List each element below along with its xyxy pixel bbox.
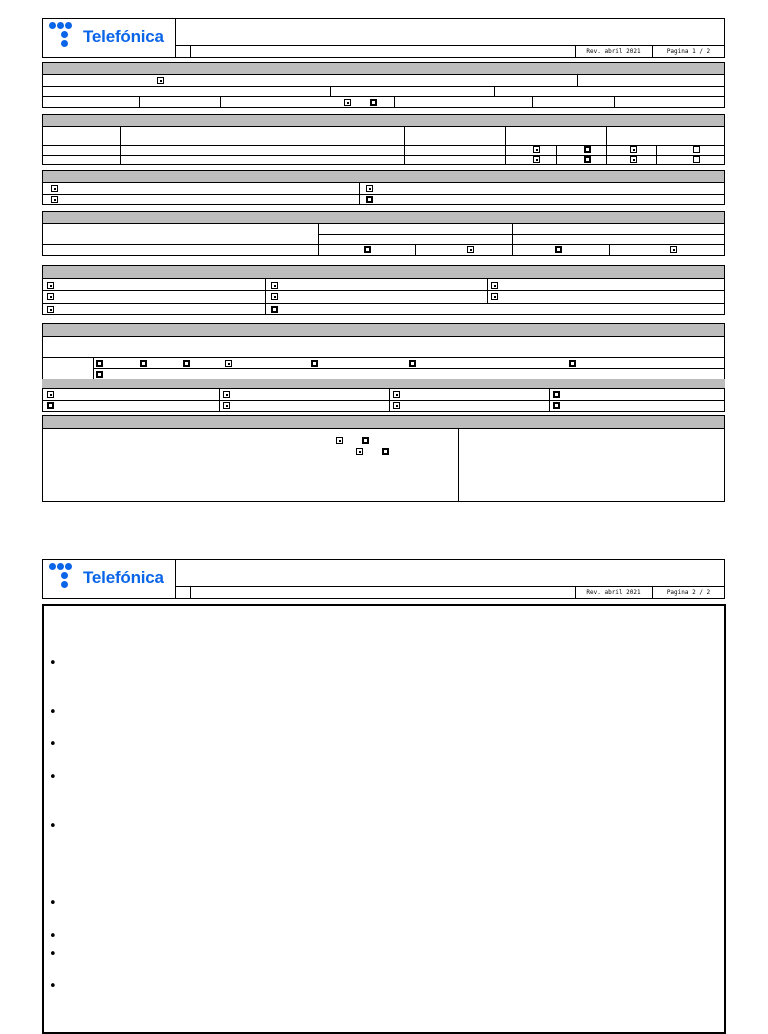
list-bullet: • bbox=[49, 929, 57, 944]
telefonica-logo bbox=[47, 20, 173, 56]
checkbox[interactable] bbox=[51, 185, 58, 192]
section-4-title-bar bbox=[42, 211, 725, 224]
checkbox[interactable] bbox=[223, 402, 230, 409]
section-1-title-bar bbox=[42, 62, 725, 75]
revision-label: Rev. abril 2021 bbox=[586, 589, 641, 596]
checkbox[interactable] bbox=[370, 99, 377, 106]
list-bullet: • bbox=[49, 705, 57, 720]
checkbox[interactable] bbox=[140, 360, 147, 367]
checkbox[interactable] bbox=[47, 282, 54, 289]
checkbox[interactable] bbox=[366, 196, 373, 203]
checkbox[interactable] bbox=[51, 196, 58, 203]
checkbox[interactable] bbox=[533, 146, 540, 153]
checkbox[interactable] bbox=[366, 185, 373, 192]
checkbox[interactable] bbox=[569, 360, 576, 367]
checkbox[interactable] bbox=[47, 402, 54, 409]
section-6-subtitle-bar bbox=[42, 379, 725, 389]
page-number-label: Pagina 2 / 2 bbox=[666, 589, 711, 596]
section-7-title-bar bbox=[42, 415, 725, 429]
checkbox[interactable] bbox=[311, 360, 318, 367]
checkbox[interactable] bbox=[553, 391, 560, 398]
checkbox[interactable] bbox=[584, 156, 591, 163]
checkbox[interactable] bbox=[467, 246, 474, 253]
checkbox[interactable] bbox=[491, 282, 498, 289]
checkbox[interactable] bbox=[96, 360, 103, 367]
section-2-title-bar bbox=[42, 114, 725, 127]
checkbox[interactable] bbox=[364, 246, 371, 253]
revision-label: Rev. abril 2021 bbox=[586, 48, 641, 55]
checkbox[interactable] bbox=[344, 99, 351, 106]
checkbox[interactable] bbox=[336, 437, 343, 444]
list-bullet: • bbox=[49, 896, 57, 911]
checkbox[interactable] bbox=[693, 156, 700, 163]
list-bullet: • bbox=[49, 947, 57, 962]
checkbox[interactable] bbox=[356, 448, 363, 455]
page2-body-frame bbox=[42, 604, 726, 1034]
checkbox[interactable] bbox=[47, 293, 54, 300]
list-bullet: • bbox=[49, 656, 57, 671]
list-bullet: • bbox=[49, 737, 57, 752]
checkbox[interactable] bbox=[553, 402, 560, 409]
checkbox[interactable] bbox=[271, 306, 278, 313]
checkbox[interactable] bbox=[271, 293, 278, 300]
checkbox[interactable] bbox=[47, 391, 54, 398]
section-6-title-bar bbox=[42, 323, 725, 337]
list-bullet: • bbox=[49, 770, 57, 785]
checkbox[interactable] bbox=[271, 282, 278, 289]
brand-name: Telefónica bbox=[83, 27, 164, 46]
checkbox[interactable] bbox=[533, 156, 540, 163]
telefonica-t-icon bbox=[49, 22, 77, 52]
checkbox[interactable] bbox=[47, 306, 54, 313]
section-3-title-bar bbox=[42, 170, 725, 183]
checkbox[interactable] bbox=[157, 77, 164, 84]
checkbox[interactable] bbox=[362, 437, 369, 444]
checkbox[interactable] bbox=[393, 402, 400, 409]
checkbox[interactable] bbox=[183, 360, 190, 367]
checkbox[interactable] bbox=[584, 146, 591, 153]
telefonica-t-icon bbox=[49, 563, 77, 593]
checkbox[interactable] bbox=[393, 391, 400, 398]
checkbox[interactable] bbox=[670, 246, 677, 253]
checkbox[interactable] bbox=[382, 448, 389, 455]
checkbox[interactable] bbox=[630, 146, 637, 153]
checkbox[interactable] bbox=[409, 360, 416, 367]
section-5-title-bar bbox=[42, 265, 725, 279]
checkbox[interactable] bbox=[96, 371, 103, 378]
list-bullet: • bbox=[49, 979, 57, 994]
telefonica-logo bbox=[47, 561, 173, 597]
checkbox[interactable] bbox=[555, 246, 562, 253]
brand-name: Telefónica bbox=[83, 568, 164, 587]
checkbox[interactable] bbox=[693, 146, 700, 153]
page-number-label: Pagina 1 / 2 bbox=[666, 48, 711, 55]
checkbox[interactable] bbox=[225, 360, 232, 367]
checkbox[interactable] bbox=[630, 156, 637, 163]
list-bullet: • bbox=[49, 819, 57, 834]
checkbox[interactable] bbox=[223, 391, 230, 398]
checkbox[interactable] bbox=[491, 293, 498, 300]
